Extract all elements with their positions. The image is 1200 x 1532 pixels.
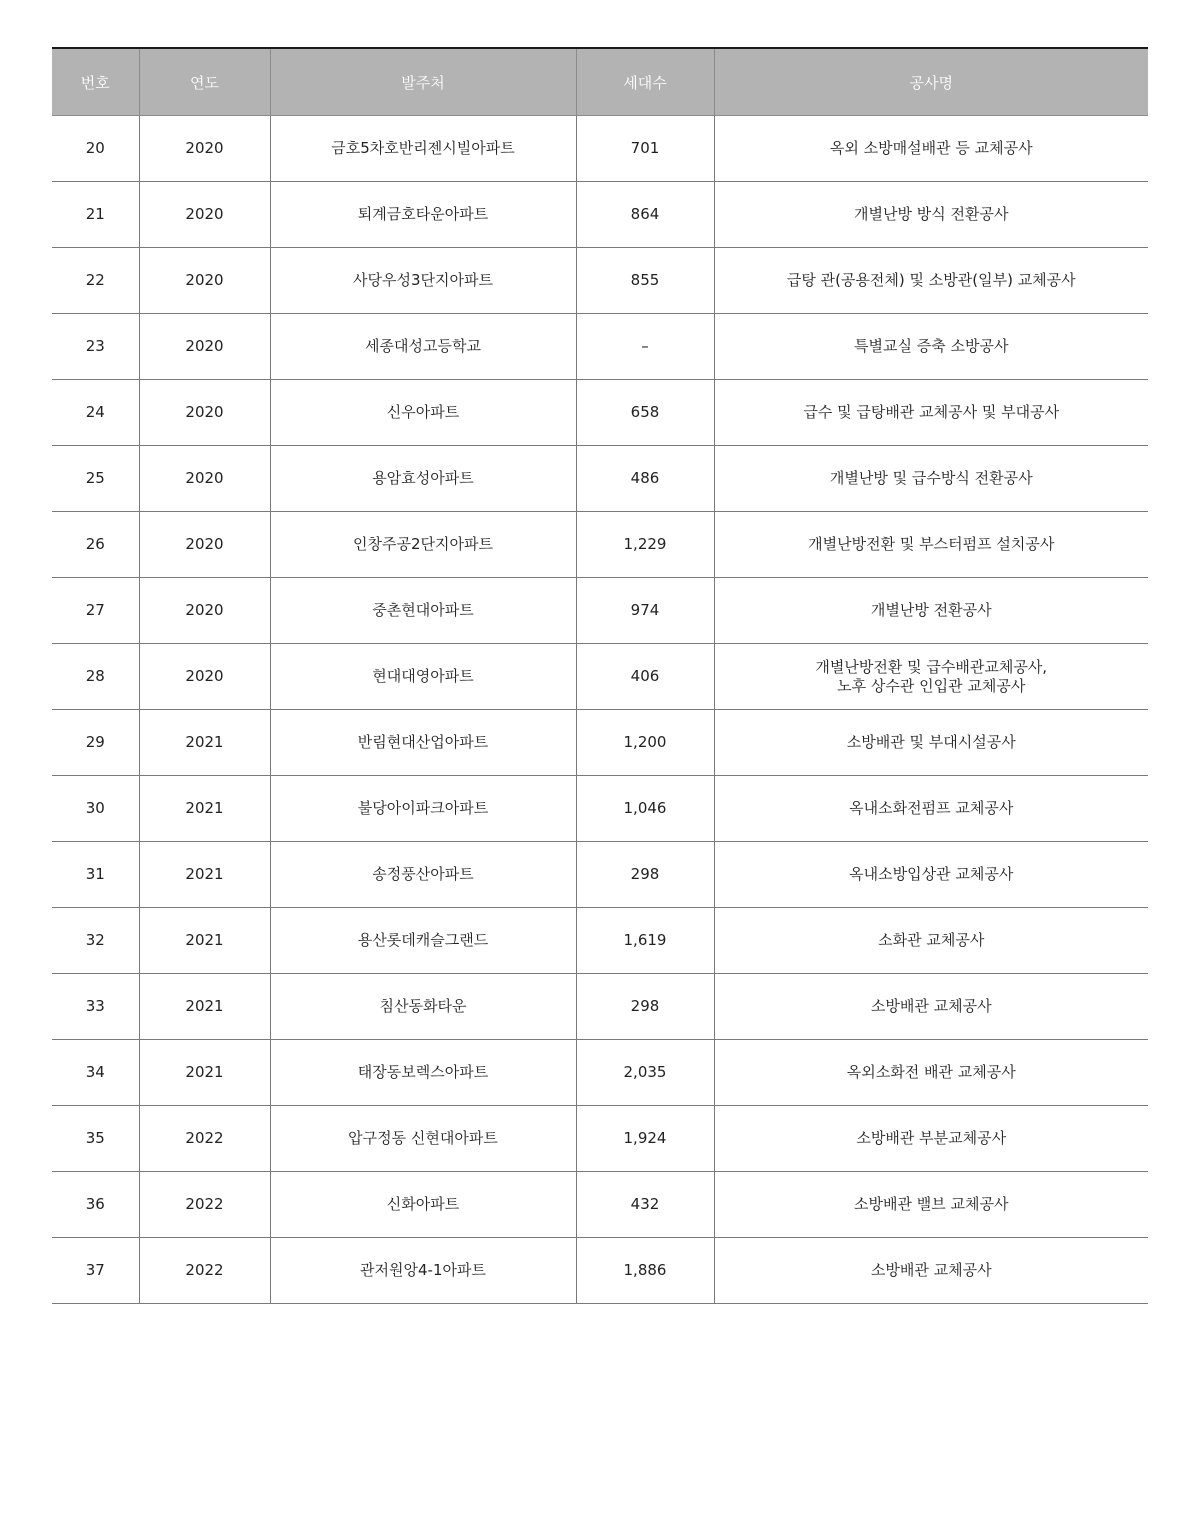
construction-history-table-container (52, 47, 1148, 1304)
header-year: 연도 (139, 48, 270, 116)
cell-units: 658 (576, 380, 714, 446)
work-name-line: 옥내소화전펌프 교체공사 (849, 799, 1014, 817)
cell-year: 2021 (139, 1040, 270, 1106)
cell-work-name (714, 116, 1148, 182)
cell-work-name (714, 1172, 1148, 1238)
table-row (52, 512, 1148, 578)
cell-year: 2020 (139, 446, 270, 512)
work-name-line: 소방배관 밸브 교체공사 (854, 1195, 1009, 1213)
cell-client: 용암효성아파트 (270, 446, 576, 512)
work-name-line: 개별난방 방식 전환공사 (854, 205, 1009, 223)
header-number: 번호 (52, 48, 139, 116)
cell-units: 855 (576, 248, 714, 314)
table-row (52, 116, 1148, 182)
cell-units: 298 (576, 842, 714, 908)
cell-number: 28 (52, 644, 139, 710)
cell-number: 32 (52, 908, 139, 974)
table-row (52, 248, 1148, 314)
cell-units: 1,200 (576, 710, 714, 776)
cell-units: 406 (576, 644, 714, 710)
work-name-line: 개별난방 전환공사 (870, 601, 992, 619)
cell-year: 2020 (139, 380, 270, 446)
table-row (52, 1040, 1148, 1106)
cell-number: 36 (52, 1172, 139, 1238)
cell-work-name (714, 908, 1148, 974)
cell-number: 33 (52, 974, 139, 1040)
cell-client: 신화아파트 (270, 1172, 576, 1238)
cell-number: 25 (52, 446, 139, 512)
table-row (52, 578, 1148, 644)
cell-work-name (714, 182, 1148, 248)
work-name-line: 소방배관 교체공사 (870, 1261, 992, 1279)
work-name-line: 노후 상수관 인입관 교체공사 (837, 676, 1026, 695)
work-name-line: 옥외소화전 배관 교체공사 (846, 1063, 1016, 1081)
cell-client: 송정풍산아파트 (270, 842, 576, 908)
header-work-name: 공사명 (714, 48, 1148, 116)
cell-client: 세종대성고등학교 (270, 314, 576, 380)
cell-year: 2022 (139, 1106, 270, 1172)
cell-work-name (714, 974, 1148, 1040)
cell-year: 2021 (139, 908, 270, 974)
cell-number: 29 (52, 710, 139, 776)
cell-client: 퇴계금호타운아파트 (270, 182, 576, 248)
cell-units: 486 (576, 446, 714, 512)
cell-units: 1,229 (576, 512, 714, 578)
cell-number: 24 (52, 380, 139, 446)
cell-client: 침산동화타운 (270, 974, 576, 1040)
cell-client: 태장동보렉스아파트 (270, 1040, 576, 1106)
work-name-line: 급수 및 급탕배관 교체공사 및 부대공사 (803, 403, 1060, 421)
table-row (52, 842, 1148, 908)
construction-history-table (52, 47, 1148, 1304)
cell-units: – (576, 314, 714, 380)
cell-number: 37 (52, 1238, 139, 1304)
cell-work-name (714, 1040, 1148, 1106)
work-name-line: 소방배관 부분교체공사 (856, 1129, 1007, 1147)
cell-units: 432 (576, 1172, 714, 1238)
cell-work-name (714, 1106, 1148, 1172)
cell-year: 2022 (139, 1238, 270, 1304)
cell-year: 2022 (139, 1172, 270, 1238)
cell-client: 용산롯데캐슬그랜드 (270, 908, 576, 974)
table-row (52, 182, 1148, 248)
table-row (52, 1238, 1148, 1304)
header-row (52, 48, 1148, 116)
cell-work-name (714, 314, 1148, 380)
cell-units: 2,035 (576, 1040, 714, 1106)
cell-year: 2021 (139, 974, 270, 1040)
table-row (52, 644, 1148, 710)
table-body (52, 116, 1148, 1304)
cell-year: 2021 (139, 710, 270, 776)
table-row (52, 1172, 1148, 1238)
header-units: 세대수 (576, 48, 714, 116)
cell-units: 1,886 (576, 1238, 714, 1304)
work-name-line: 소화관 교체공사 (878, 931, 985, 949)
cell-year: 2020 (139, 248, 270, 314)
table-header (52, 48, 1148, 116)
cell-work-name (714, 1238, 1148, 1304)
cell-units: 1,046 (576, 776, 714, 842)
table-row (52, 776, 1148, 842)
cell-client: 신우아파트 (270, 380, 576, 446)
cell-units: 701 (576, 116, 714, 182)
cell-number: 35 (52, 1106, 139, 1172)
work-name-line: 급탕 관(공용전체) 및 소방관(일부) 교체공사 (786, 271, 1076, 289)
cell-work-name (714, 776, 1148, 842)
work-name-line: 특별교실 증축 소방공사 (854, 337, 1009, 355)
cell-client: 금호5차호반리젠시빌아파트 (270, 116, 576, 182)
cell-client: 현대대영아파트 (270, 644, 576, 710)
cell-units: 974 (576, 578, 714, 644)
work-name-line: 옥내소방입상관 교체공사 (849, 865, 1014, 883)
work-name-line: 개별난방 및 급수방식 전환공사 (829, 469, 1033, 487)
table-row (52, 974, 1148, 1040)
cell-number: 26 (52, 512, 139, 578)
cell-work-name (714, 578, 1148, 644)
cell-number: 27 (52, 578, 139, 644)
table-row (52, 380, 1148, 446)
cell-client: 인창주공2단지아파트 (270, 512, 576, 578)
work-name-line: 개별난방전환 및 부스터펌프 설치공사 (808, 535, 1055, 553)
cell-year: 2020 (139, 644, 270, 710)
cell-work-name (714, 842, 1148, 908)
cell-work-name (714, 644, 1148, 710)
cell-number: 23 (52, 314, 139, 380)
cell-units: 1,924 (576, 1106, 714, 1172)
table-row (52, 1106, 1148, 1172)
table-row (52, 446, 1148, 512)
cell-number: 34 (52, 1040, 139, 1106)
work-name-line: 소방배관 및 부대시설공사 (846, 733, 1016, 751)
cell-units: 864 (576, 182, 714, 248)
work-name-line: 소방배관 교체공사 (870, 997, 992, 1015)
cell-client: 관저원앙4-1아파트 (270, 1238, 576, 1304)
cell-number: 21 (52, 182, 139, 248)
cell-year: 2021 (139, 842, 270, 908)
table-row (52, 314, 1148, 380)
cell-units: 1,619 (576, 908, 714, 974)
cell-client: 불당아이파크아파트 (270, 776, 576, 842)
cell-year: 2021 (139, 776, 270, 842)
work-name-line: 옥외 소방매설배관 등 교체공사 (829, 139, 1033, 157)
cell-work-name (714, 380, 1148, 446)
table-row (52, 908, 1148, 974)
cell-year: 2020 (139, 512, 270, 578)
cell-client: 압구정동 신현대아파트 (270, 1106, 576, 1172)
cell-number: 30 (52, 776, 139, 842)
cell-number: 31 (52, 842, 139, 908)
cell-work-name (714, 710, 1148, 776)
cell-number: 20 (52, 116, 139, 182)
cell-year: 2020 (139, 116, 270, 182)
cell-year: 2020 (139, 182, 270, 248)
cell-client: 중촌현대아파트 (270, 578, 576, 644)
cell-client: 반림현대산업아파트 (270, 710, 576, 776)
table-row (52, 710, 1148, 776)
cell-work-name (714, 248, 1148, 314)
work-name-line: 개별난방전환 및 급수배관교체공사, (815, 657, 1048, 676)
cell-work-name (714, 512, 1148, 578)
cell-units: 298 (576, 974, 714, 1040)
cell-work-name (714, 446, 1148, 512)
cell-year: 2020 (139, 314, 270, 380)
cell-number: 22 (52, 248, 139, 314)
cell-client: 사당우성3단지아파트 (270, 248, 576, 314)
header-client: 발주처 (270, 48, 576, 116)
cell-year: 2020 (139, 578, 270, 644)
